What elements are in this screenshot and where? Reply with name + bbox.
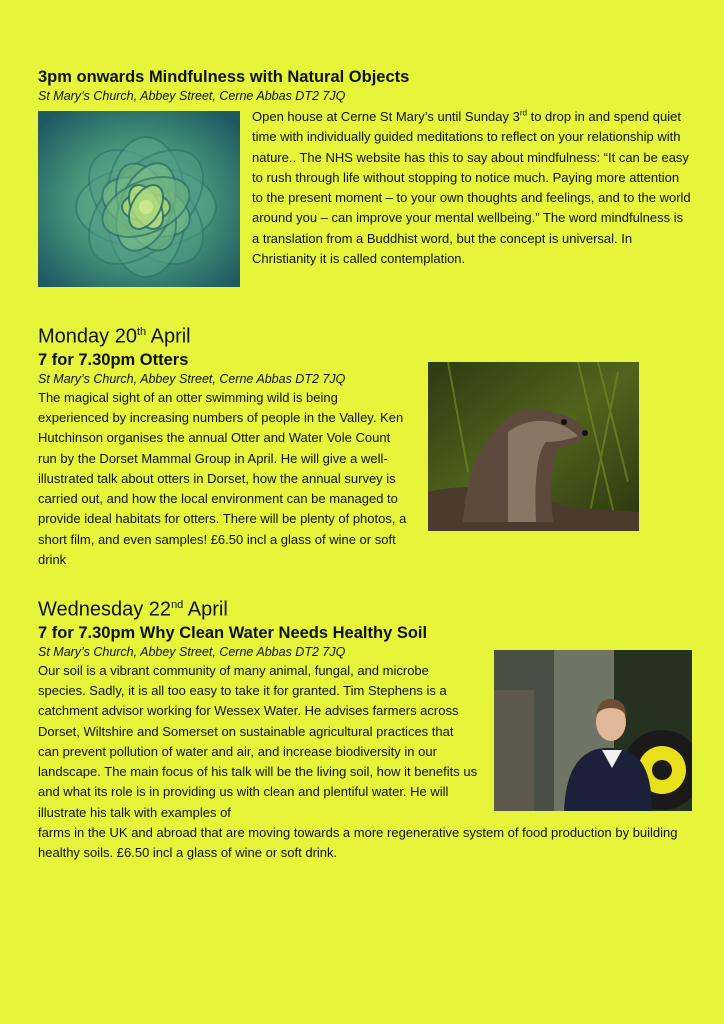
event-venue: St Mary’s Church, Abbey Street, Cerne Abbas DT2 7JQ: [38, 371, 346, 386]
succulent-photo: [38, 111, 240, 287]
event-date: Wednesday 22nd April: [38, 598, 228, 621]
speaker-photo: [494, 650, 692, 811]
event-mindfulness: [38, 66, 691, 267]
event-description: The magical sight of an otter swimming wild is being experienced by increasing numbers of people in the Valley. Ken Hutchinson organises the annual Otter and Water Vole Count run by the Dorset Mammal Group in April. He will give a well-illustrated talk about otters in Dorset, how the annual survey is carried out, and how the local environment can be managed to provide ideal habitats for otters. There will be plenty of photos, a short film, and even samples! £6.50 incl a glass of wine or soft drink: [38, 389, 407, 568]
event-otters: [38, 320, 690, 570]
event-venue: St Mary’s Church, Abbey Street, Cerne Abbas DT2 7JQ: [38, 89, 346, 103]
event-date: Monday 20th April: [38, 325, 191, 348]
event-venue: St Mary’s Church, Abbey Street, Cerne Abbas DT2 7JQ: [38, 644, 346, 659]
event-description-continued: farms in the UK and abroad that are moving towards a more regenerative system of food production by building healthy soils. £6.50 incl a glass of wine or soft drink.: [38, 825, 678, 861]
event-description: Our soil is a vibrant community of many animal, fungal, and microbe species. Sadly, it is all too easy to take it for granted. Tim Stephens is a catchment advisor working for Wessex Water. He advises farmers across Dorset, Wiltshire and Somerset on sustainable agricultural practices that can prevent pollution of water and air, and increase biodiversity in our landscape. The main focus of his talk will be the living soil, how it benefits us and what its role is in providing us with clean and plentiful water. He will illustrate his talk with examples of: [38, 662, 478, 820]
otter-photo: [428, 362, 639, 531]
event-title: 7 for 7.30pm Why Clean Water Needs Healthy Soil: [38, 623, 428, 642]
event-title: 7 for 7.30pm Otters: [38, 350, 189, 369]
event-description: Open house at Cerne St Mary’s until Sunday 3rd to drop in and spend quiet time with individually guided meditations to reflect on your relationship with nature.. The NHS website has this to say about mindfulness: “It can be easy to rush through life without stopping to notice much. Paying more attention to the present moment – to your own thoughts and feelings, and to the world around you – can improve your mental wellbeing.” The word mindfulness is a translation from a Buddhist word, but the concept is universal. In Christianity it is called contemplation.: [252, 108, 691, 267]
event-clean-water: [38, 593, 690, 864]
event-title: 3pm onwards Mindfulness with Natural Objects: [38, 68, 410, 86]
